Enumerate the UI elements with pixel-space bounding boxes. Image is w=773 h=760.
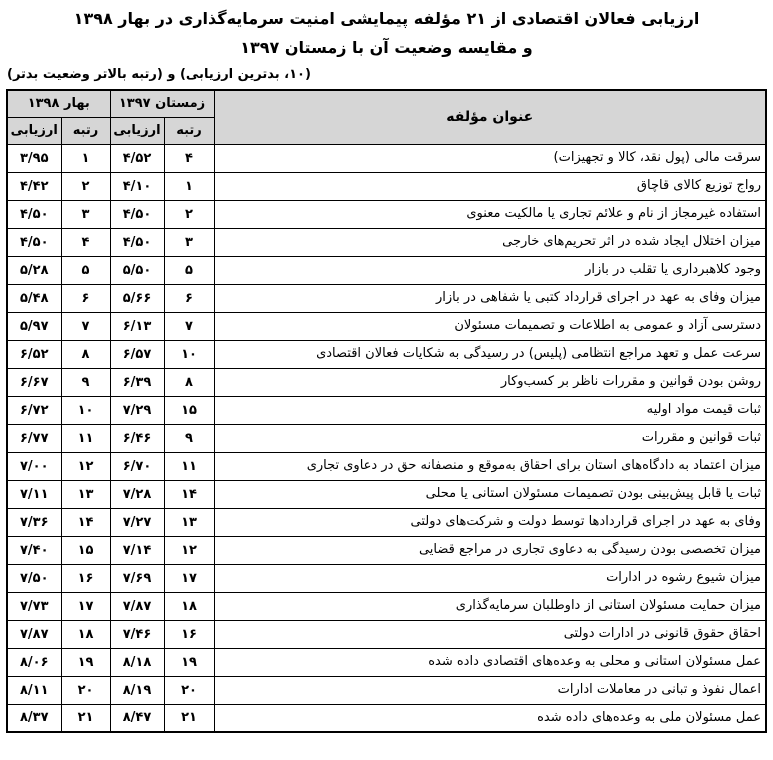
cell-spring-evaluation: ۸/۰۶ (7, 648, 61, 676)
cell-winter-rank: ۱۲ (164, 536, 214, 564)
cell-spring-evaluation: ۶/۷۷ (7, 424, 61, 452)
cell-component-title: میزان شیوع رشوه در ادارات (214, 564, 766, 592)
page-title-line1: ارزیابی فعالان اقتصادی از ۲۱ مؤلفه پیمایشی امنیت سرمایه‌گذاری در بهار ۱۳۹۸ (73, 9, 700, 28)
cell-component-title: سرقت مالی (پول نقد، کالا و تجهیزات) (214, 144, 766, 172)
table-row (7, 368, 766, 396)
cell-winter-rank: ۲۰ (164, 676, 214, 704)
table-row (7, 172, 766, 200)
header-winter-rank: رتبه (164, 117, 214, 144)
cell-winter-evaluation: ۷/۱۴ (110, 536, 164, 564)
cell-spring-evaluation: ۶/۶۷ (7, 368, 61, 396)
cell-winter-evaluation: ۸/۴۷ (110, 704, 164, 732)
table-row (7, 648, 766, 676)
cell-spring-rank: ۱۰ (61, 396, 110, 424)
cell-spring-evaluation: ۷/۱۱ (7, 480, 61, 508)
cell-spring-rank: ۱۴ (61, 508, 110, 536)
cell-winter-rank: ۲۱ (164, 704, 214, 732)
cell-spring-rank: ۷ (61, 312, 110, 340)
header-group-winter-1397: زمستان ۱۳۹۷ (110, 90, 214, 117)
table-row (7, 424, 766, 452)
cell-component-title: عمل مسئولان ملی به وعده‌های داده شده (214, 704, 766, 732)
cell-component-title: وجود کلاهبرداری یا تقلب در بازار (214, 256, 766, 284)
cell-spring-rank: ۳ (61, 200, 110, 228)
cell-spring-evaluation: ۷/۰۰ (7, 452, 61, 480)
cell-winter-rank: ۱۷ (164, 564, 214, 592)
cell-winter-evaluation: ۵/۵۰ (110, 256, 164, 284)
table-row (7, 676, 766, 704)
cell-spring-evaluation: ۶/۷۲ (7, 396, 61, 424)
cell-winter-evaluation: ۷/۶۹ (110, 564, 164, 592)
cell-spring-rank: ۵ (61, 256, 110, 284)
cell-spring-rank: ۱۶ (61, 564, 110, 592)
cell-component-title: رواج توزیع کالای قاچاق (214, 172, 766, 200)
cell-winter-evaluation: ۷/۲۹ (110, 396, 164, 424)
table-row (7, 564, 766, 592)
cell-winter-rank: ۱۴ (164, 480, 214, 508)
cell-spring-rank: ۱۱ (61, 424, 110, 452)
table-row (7, 312, 766, 340)
cell-winter-evaluation: ۷/۴۶ (110, 620, 164, 648)
cell-winter-rank: ۷ (164, 312, 214, 340)
cell-spring-evaluation: ۶/۵۲ (7, 340, 61, 368)
table-row (7, 452, 766, 480)
cell-spring-evaluation: ۳/۹۵ (7, 144, 61, 172)
cell-winter-evaluation: ۶/۵۷ (110, 340, 164, 368)
cell-winter-rank: ۱۳ (164, 508, 214, 536)
cell-winter-evaluation: ۴/۵۰ (110, 200, 164, 228)
cell-spring-evaluation: ۴/۵۰ (7, 200, 61, 228)
cell-winter-evaluation: ۴/۵۰ (110, 228, 164, 256)
header-component-title: عنوان مؤلفه (214, 90, 766, 144)
cell-spring-evaluation: ۴/۴۲ (7, 172, 61, 200)
cell-spring-rank: ۱۹ (61, 648, 110, 676)
cell-winter-evaluation: ۷/۸۷ (110, 592, 164, 620)
table-row (7, 620, 766, 648)
cell-winter-rank: ۲ (164, 200, 214, 228)
cell-spring-rank: ۱۸ (61, 620, 110, 648)
cell-component-title: میزان اعتماد به دادگاه‌های استان برای احقاق به‌موقع و منصفانه حق در دعاوی تجاری (214, 452, 766, 480)
cell-winter-evaluation: ۷/۲۸ (110, 480, 164, 508)
cell-component-title: میزان اختلال ایجاد شده در اثر تحریم‌های خارجی (214, 228, 766, 256)
cell-winter-rank: ۳ (164, 228, 214, 256)
cell-spring-evaluation: ۷/۷۳ (7, 592, 61, 620)
cell-spring-evaluation: ۸/۱۱ (7, 676, 61, 704)
cell-winter-evaluation: ۶/۳۹ (110, 368, 164, 396)
table-row (7, 340, 766, 368)
cell-spring-evaluation: ۵/۲۸ (7, 256, 61, 284)
header-spring-evaluation: ارزیابی (7, 117, 61, 144)
cell-component-title: اعمال نفوذ و تبانی در معاملات ادارات (214, 676, 766, 704)
cell-spring-rank: ۱۲ (61, 452, 110, 480)
cell-winter-rank: ۴ (164, 144, 214, 172)
cell-winter-rank: ۸ (164, 368, 214, 396)
cell-spring-rank: ۲۱ (61, 704, 110, 732)
cell-component-title: احقاق حقوق قانونی در ادارات دولتی (214, 620, 766, 648)
table-row (7, 480, 766, 508)
scale-note: (۱۰، بدترین ارزیابی) و (رتبه بالاتر وضعیت بدتر) (7, 67, 311, 82)
cell-spring-rank: ۶ (61, 284, 110, 312)
cell-winter-rank: ۱۰ (164, 340, 214, 368)
cell-winter-evaluation: ۶/۴۶ (110, 424, 164, 452)
cell-winter-evaluation: ۶/۷۰ (110, 452, 164, 480)
cell-spring-rank: ۹ (61, 368, 110, 396)
title-block (5, 4, 768, 62)
cell-spring-rank: ۲۰ (61, 676, 110, 704)
cell-spring-evaluation: ۷/۳۶ (7, 508, 61, 536)
components-table (6, 89, 767, 733)
table-row (7, 228, 766, 256)
header-spring-rank: رتبه (61, 117, 110, 144)
header-group-spring-1398: بهار ۱۳۹۸ (7, 90, 110, 117)
cell-winter-evaluation: ۴/۵۲ (110, 144, 164, 172)
cell-winter-rank: ۱۱ (164, 452, 214, 480)
cell-component-title: ثبات قیمت مواد اولیه (214, 396, 766, 424)
cell-spring-rank: ۱۵ (61, 536, 110, 564)
cell-component-title: ثبات قوانین و مقررات (214, 424, 766, 452)
cell-component-title: میزان حمایت مسئولان استانی از داوطلبان سرمایه‌گذاری (214, 592, 766, 620)
table-row (7, 704, 766, 732)
cell-component-title: ثبات یا قابل پیش‌بینی بودن تصمیمات مسئولان استانی یا محلی (214, 480, 766, 508)
cell-winter-rank: ۹ (164, 424, 214, 452)
table-row (7, 536, 766, 564)
cell-component-title: سرعت عمل و تعهد مراجع انتظامی (پلیس) در رسیدگی به شکایات فعالان اقتصادی (214, 340, 766, 368)
table-row (7, 396, 766, 424)
cell-winter-rank: ۱۸ (164, 592, 214, 620)
cell-spring-evaluation: ۷/۴۰ (7, 536, 61, 564)
cell-component-title: روشن بودن قوانین و مقررات ناظر بر کسب‌وکار (214, 368, 766, 396)
cell-winter-evaluation: ۶/۱۳ (110, 312, 164, 340)
cell-component-title: وفای به عهد در اجرای قراردادها توسط دولت و شرکت‌های دولتی (214, 508, 766, 536)
cell-winter-evaluation: ۷/۲۷ (110, 508, 164, 536)
cell-winter-evaluation: ۸/۱۸ (110, 648, 164, 676)
cell-component-title: دسترسی آزاد و عمومی به اطلاعات و تصمیمات مسئولان (214, 312, 766, 340)
cell-spring-evaluation: ۷/۸۷ (7, 620, 61, 648)
cell-winter-rank: ۶ (164, 284, 214, 312)
table-row (7, 592, 766, 620)
cell-winter-rank: ۱۵ (164, 396, 214, 424)
cell-spring-rank: ۲ (61, 172, 110, 200)
table-row (7, 284, 766, 312)
cell-spring-rank: ۱۳ (61, 480, 110, 508)
cell-spring-rank: ۴ (61, 228, 110, 256)
table-header (7, 90, 766, 144)
table-row (7, 508, 766, 536)
cell-spring-rank: ۸ (61, 340, 110, 368)
cell-component-title: استفاده غیرمجاز از نام و علائم تجاری یا مالکیت معنوی (214, 200, 766, 228)
table-row (7, 256, 766, 284)
cell-winter-rank: ۵ (164, 256, 214, 284)
table-body (7, 144, 766, 732)
cell-winter-evaluation: ۸/۱۹ (110, 676, 164, 704)
cell-winter-rank: ۱ (164, 172, 214, 200)
cell-component-title: عمل مسئولان استانی و محلی به وعده‌های اقتصادی داده شده (214, 648, 766, 676)
cell-component-title: میزان تخصصی بودن رسیدگی به دعاوی تجاری در مراجع قضایی (214, 536, 766, 564)
cell-winter-rank: ۱۹ (164, 648, 214, 676)
table-row (7, 200, 766, 228)
cell-spring-evaluation: ۵/۹۷ (7, 312, 61, 340)
cell-winter-rank: ۱۶ (164, 620, 214, 648)
cell-winter-evaluation: ۵/۶۶ (110, 284, 164, 312)
cell-spring-evaluation: ۸/۳۷ (7, 704, 61, 732)
table-row (7, 144, 766, 172)
cell-spring-evaluation: ۴/۵۰ (7, 228, 61, 256)
header-row-groups (7, 90, 766, 117)
cell-winter-evaluation: ۴/۱۰ (110, 172, 164, 200)
cell-spring-rank: ۱ (61, 144, 110, 172)
page-title-line2: و مقایسه وضعیت آن با زمستان ۱۳۹۷ (240, 38, 533, 57)
cell-spring-evaluation: ۷/۵۰ (7, 564, 61, 592)
cell-component-title: میزان وفای به عهد در اجرای قرارداد کتبی یا شفاهی در بازار (214, 284, 766, 312)
cell-spring-evaluation: ۵/۴۸ (7, 284, 61, 312)
header-winter-evaluation: ارزیابی (110, 117, 164, 144)
cell-spring-rank: ۱۷ (61, 592, 110, 620)
